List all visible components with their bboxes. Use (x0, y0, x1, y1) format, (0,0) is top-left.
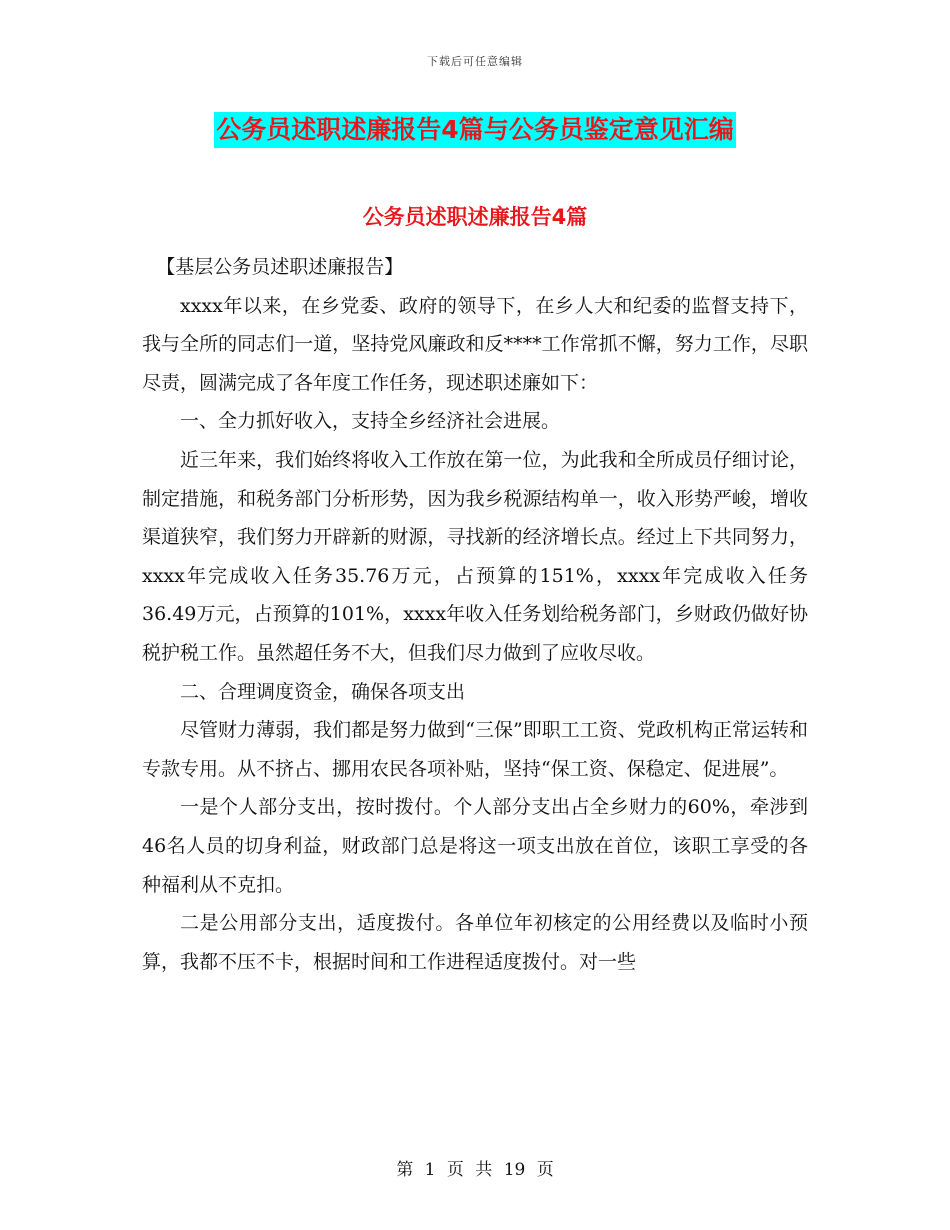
page-header-note: 下载后可任意编辑 (427, 55, 523, 68)
document-body (142, 248, 808, 981)
paragraph-heading-2: 二、合理调度资金，确保各项支出 (180, 680, 466, 703)
paragraph-public-expense: 二是公用部分支出，适度拨付。各单位年初核定的公用经费以及临时小预算，我都不压不卡，根据时间和工作进程适度拨付。对一些 (142, 912, 808, 973)
paragraph-intro: xxxx年以来，在乡党委、政府的领导下，在乡人大和纪委的监督支持下，我与全所的同志们一道，坚持党风廉政和反****工作常抓不懈，努力工作，尽职尽责，圆满完成了各年度工作任务，现述职述廉如下： (142, 294, 808, 394)
main-title-text: 公务员述职述廉报告4篇与公务员鉴定意见汇编 (214, 112, 735, 148)
paragraph-income: 近三年来，我们始终将收入工作放在第一位，为此我和全所成员仔细讨论，制定措施，和税务部门分析形势，因为我乡税源结构单一，收入形势严峻，增收渠道狭窄，我们努力开辟新的财源，寻找新的经济增长点。经过上下共同努力，xxxx年完成收入任务35.76万元，占预算的151%，xxxx年完成收入任务36.49万元，占预算的101%，xxxx年收入任务划给税务部门，乡财政仍做好协税护税工作。虽然超任务不大，但我们尽力做到了应收尽收。 (142, 448, 808, 664)
paragraph-heading-1: 一、全力抓好收入，支持全乡经济社会进展。 (180, 410, 561, 433)
section-heading: 【基层公务员述职述廉报告】 (156, 256, 404, 278)
paragraph-personal-expense: 一是个人部分支出，按时拨付。个人部分支出占全乡财力的60%，牵涉到46名人员的切身利益，财政部门总是将这一项支出放在首位，该职工享受的各种福利从不克扣。 (142, 796, 808, 896)
paragraph-funds: 尽管财力薄弱，我们都是努力做到“三保”即职工工资、党政机构正常运转和专款专用。从不挤占、挪用农民各项补贴，坚持“保工资、保稳定、促进展”。 (142, 719, 808, 780)
document-main-title (0, 112, 950, 148)
page-number-footer: 第 1 页 共 19 页 (396, 1160, 554, 1180)
document-sub-title: 公务员述职述廉报告4篇 (362, 205, 588, 229)
